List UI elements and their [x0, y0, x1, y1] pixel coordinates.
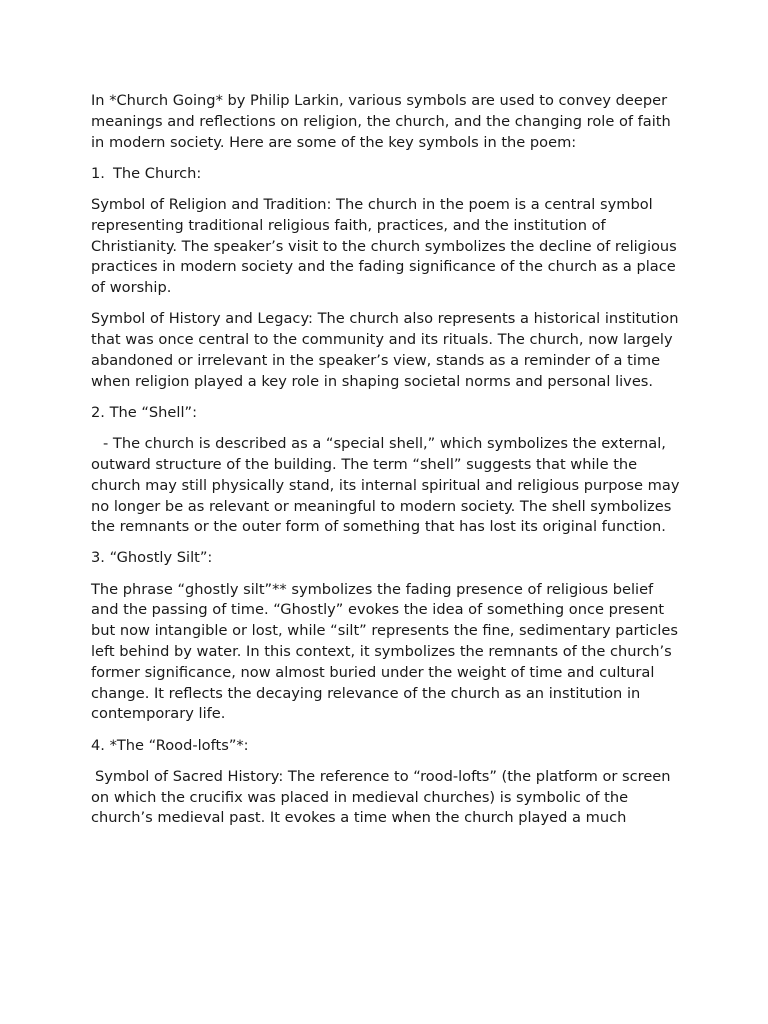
intro-paragraph: In *Church Going* by Philip Larkin, various symbols are used to convey deeper meanings and reflections on religion, the church, and the changing role of faith in modern society. Here are some of the key symbols in the poem:: [91, 92, 671, 151]
list-item-label: The Church:: [113, 164, 202, 182]
list-item-number: 1.: [91, 164, 105, 182]
rood-lofts-paragraph: Symbol of Sacred History: The reference to “rood-lofts” (the platform or screen on which the crucifix was placed in medieval churches) is symbolic of the church’s medieval past. It evokes a time when the church played a much: [91, 767, 671, 827]
rood-lofts-heading: 4. *The “Rood-lofts”*:: [91, 736, 249, 754]
shell-paragraph: - The church is described as a “special shell,” which symbolizes the external, outward structure of the building. The term “shell” suggests that while the church may still physically stand, its internal spiritual and religious purpose may no longer be as relevant or meaningful to modern society. The shell symbolizes the remnants or the outer form of something that has lost its original function.: [91, 435, 680, 536]
document-body: [91, 91, 681, 840]
shell-heading: 2. The “Shell”:: [91, 403, 197, 421]
religion-tradition-paragraph: Symbol of Religion and Tradition: The church in the poem is a central symbol representing traditional religious faith, practices, and the institution of Christianity. The speaker’s visit to the church symbolizes the decline of religious practices in modern society and the fading significance of the church as a place of worship.: [91, 195, 677, 297]
ghostly-silt-heading: 3. “Ghostly Silt”:: [91, 549, 213, 567]
ghostly-silt-paragraph: The phrase “ghostly silt”** symbolizes the fading presence of religious belief and the passing of time. “Ghostly” evokes the idea of something once present but now intangible or lost, while “silt” represents the fine, sedimentary particles left behind by water. In this context, it symbolizes the remnants of the church’s former significance, now almost buried under the weight of time and cultural change. It reflects the decaying relevance of the church as an institution in contemporary life.: [91, 580, 678, 723]
list-item-the-church: [91, 164, 681, 185]
history-legacy-paragraph: Symbol of History and Legacy: The church also represents a historical institution that was once central to the community and its rituals. The church, now largely abandoned or irrelevant in the speaker’s view, stands as a reminder of a time when religion played a key role in shaping societal norms and personal lives.: [91, 310, 679, 390]
